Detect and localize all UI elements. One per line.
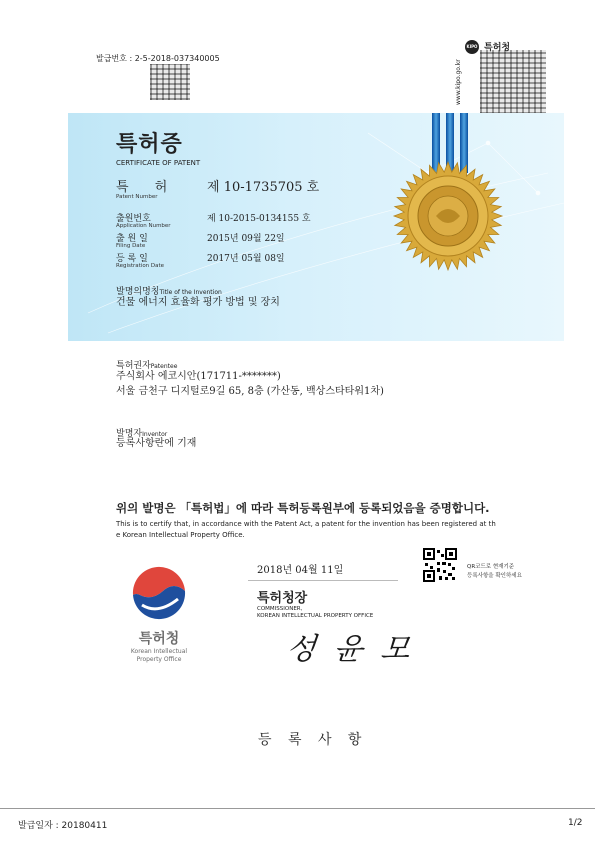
commissioner-title: 특허청장 [257, 591, 308, 606]
invention-title-label-ko: 발명의명칭 [116, 287, 160, 297]
patentee-label-en: Patentee [150, 363, 178, 370]
qr-note-1: QR코드로 현재기준 [467, 564, 515, 570]
security-pattern [480, 50, 546, 114]
certificate-title: 특허증 [116, 132, 183, 157]
commissioner-title-en-1: COMMISSIONER, [257, 606, 303, 612]
page-number: 1/2 [568, 818, 583, 828]
inventor-value: 등록사항란에 기재 [116, 438, 197, 449]
certification-statement-ko: 위의 발명은 「특허법」에 따라 특허등록원부에 등록되었음을 증명합니다. [116, 501, 490, 515]
registration-items-heading: 등 록 사 항 [258, 732, 368, 748]
issue-number: 발급번호 : 2-5-2018-037340005 [96, 54, 220, 63]
application-number-label: 출원번호 [116, 214, 151, 224]
logo-name-en-1: Korean Intellectual [130, 648, 188, 655]
gold-seal-icon [392, 160, 504, 272]
kipo-logo-icon [130, 565, 188, 623]
kipo-corner-name: 특허청 [484, 43, 511, 53]
filing-date-label-en: Filing Date [116, 243, 146, 249]
invention-title-label-en: Title of the Invention [159, 289, 222, 296]
certification-statement-en-2: e Korean Intellectual Property Office. [116, 531, 245, 539]
barcode-graphic [150, 64, 190, 100]
certification-statement-en-1: This is to certify that, in accordance with the Patent Act, a patent for the invention has been registered at th [116, 520, 496, 528]
certificate-subtitle: CERTIFICATE OF PATENT [116, 159, 201, 167]
inventor-label-en: Inventor [142, 431, 168, 438]
logo-name-en-2: Property Office [136, 656, 182, 663]
patentee-address: 서울 금천구 디지털로9길 65, 8층 (가산동, 백상스타타워1차) [116, 386, 384, 397]
patentee-label-ko: 특허권자 [116, 361, 151, 371]
invention-title-value: 건물 에너지 효율화 평가 방법 및 장치 [116, 297, 280, 308]
registration-date-value: 2017년 05월 08일 [207, 254, 285, 264]
patent-number-label-en: Patent Number [116, 194, 158, 200]
patent-number-label: 특 허 [116, 180, 168, 195]
filing-date-label: 출 원 일 [116, 234, 148, 244]
date-divider [248, 580, 398, 581]
logo-name-ko: 특허청 [138, 631, 180, 647]
application-number-label-en: Application Number [116, 223, 171, 229]
registration-date-label: 등 록 일 [116, 254, 148, 264]
filing-date-value: 2015년 09월 22일 [207, 234, 285, 244]
issue-date: 2018년 04월 11일 [257, 565, 344, 576]
issue-date-footer: 발급일자 : 20180411 [18, 821, 108, 831]
kipo-url: www.kipo.go.kr [455, 59, 462, 105]
inventor-label-ko: 발명자 [116, 429, 143, 439]
registration-date-label-en: Registration Date [116, 263, 165, 269]
commissioner-signature: 성윤모 [284, 632, 430, 667]
qr-note-2: 등록사항을 확인하세요 [467, 573, 522, 579]
footer-divider [0, 808, 595, 809]
patentee-name: 주식회사 에코시안(171711-*******) [116, 371, 281, 382]
patent-number-value: 제 10-1735705 호 [207, 180, 320, 195]
qr-code-icon[interactable] [423, 548, 457, 582]
application-number-value: 제 10-2015-0134155 호 [207, 214, 311, 224]
kipo-badge: KIPO [465, 40, 479, 54]
commissioner-title-en-2: KOREAN INTELLECTUAL PROPERTY OFFICE [257, 613, 374, 619]
